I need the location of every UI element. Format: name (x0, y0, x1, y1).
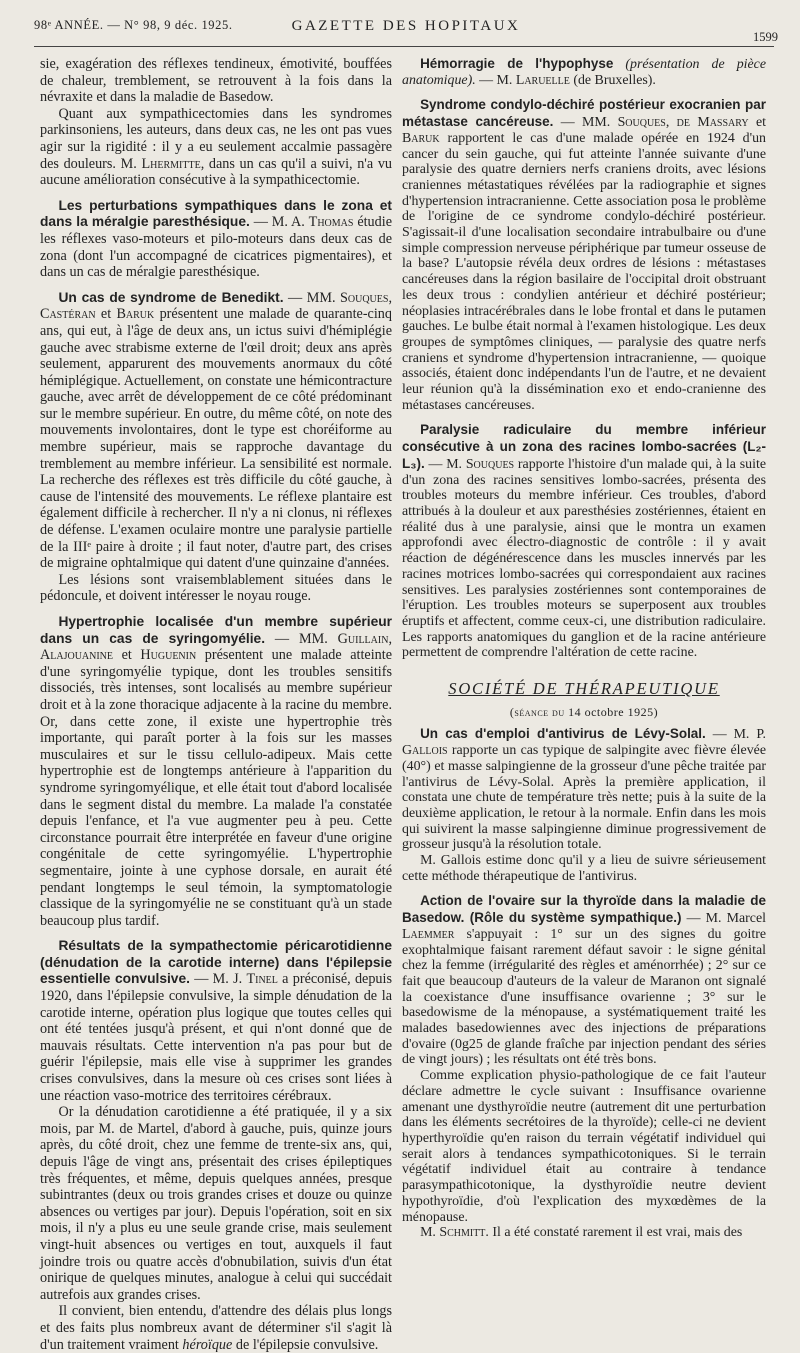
author-name: Souques, de Massary (617, 115, 749, 131)
paragraph: Comme explication physio-pathologique de ce fait l'auteur déclare admettre le cycle suivant : Insuffisance ovarienne amenant une dysthyroïdie neutre (autrement dit une perturbation dans les éléments secrétoires de la thyroïde); celle-ci ne devient hyperthyroïdie qu'en raison du terrain végétatif individuel qui serait alors à tendances sympathicotoniques. Si le terrain végétatif individuel était au contraire à tendance parasympathicotonique, la dysthyroïdie neutre devient hypothyroïdie, d'où l'explication des myxœdèmes de la ménopause. (402, 1068, 766, 1225)
author-name: Guillain, Alajouanine (40, 630, 392, 664)
author-name: Souques, Castéran (40, 289, 392, 323)
article-paralysie-radiculaire: Paralysie radiculaire du membre inférieur consécutive à un zona des racines lombo-sacrées (L₂-L₃). — M. Souques rapporte l'histoire d'un malade qui, à la suite d'un zona des racines sensitives lombo-sacrées, présenta des troubles moteurs du membre inférieur. Ces troubles, d'abord attribués à la douleur et aux paresthésies zostériennes, étaient en réalité dus à une paralysie, ainsi que le montra un examen approfondi avec électro-diagnostic de contrôle : il y avait réaction de dégénérescence dans les muscles innervés par les racines motrices lombo-sacrées qui correspondaient aux racines sensitives. Les paralysies zostériennes sont contemporaines de l'éruption. Les troubles moteurs se superposent aux troubles éruptifs et affectent, comme ceux-ci, une distribution radiculaire. Les rapports anatomiques du ganglion et de la racine antérieure permettent de comprendre l'altération de cette racine. (402, 422, 766, 661)
article-syringomyelie: Hypertrophie localisée d'un membre supérieur dans un cas de syringomyélie. — MM. Guillain, Alajouanine et Huguenin présentent une malade atteinte d'une syringomyélie typique, dont les troubles sensitifs dissociés, très intenses, sont localisés au membre supérieur droit et à la zone thoracique adjacente à la racine du membre. Or, dans cette zone, il existe une hypertrophie très importante, qui paraît porter à la fois sur les masses musculaires et sur le tissu cellulo-adipeux. Mais cette hypertrophie est de longtemps antérieure à l'apparition du syndrome syringomyélique, et elle était tout d'abord localisée dans le segment distal du membre. La malade l'a constatée depuis l'enfance, et l'a vue augmenter peu à peu. Cette circonstance pourrait être interprétée en faveur d'une origine congénitale de cette syringomyélie. L'hypertrophie segmentaire, jointe à une cyphose dorsale, en aurait été pendant longtemps le seul témoin, la symptomatologie classique de la syringomyélie ne se constituant qu'à un stade beaucoup plus tardif. (40, 614, 392, 929)
left-column (40, 56, 392, 1353)
continuation-paragraph: sie, exagération des réflexes tendineux, émotivité, bouffées de chaleur, tremblement, se retrouvent à la fois dans la névraxite et dans la maladie de Basedow. (40, 56, 392, 106)
paragraph: Or la dénudation carotidienne a été pratiquée, il y a six mois, par M. de Martel, d'abord à gauche, puis, quinze jours après, du côté droit, chez une femme de trente-six ans, qui, depuis l'âge de vingt ans, présentait des crises épileptiques très fréquentes, et même, depuis quelques années, presque subintrantes (deux ou trois grandes crises et douze ou quinze absences ou vertiges par jour). Depuis l'opération, soit en six mois, il n'y a plus eu une seule grande crise, mais seulement vingt-huit absences ou vertiges en tout, auxquels il faut joindre trois ou quatre accès d'obnubilation, suivis d'un état onirique de quelques minutes, analogue à celui qui succédait autrefois aux grandes crises. (40, 1104, 392, 1303)
paragraph: Quant aux sympathicectomies dans les syndromes parkinsoniens, les auteurs, dans deux cas, ne les ont pas vues agir sur la rigidité : il y a eu seulement accalmie passagère des douleurs. M. Lhermitte, dans un cas qu'il a suivi, n'a vu aucune amélioration consécutive à la sympathicectomie. (40, 105, 393, 189)
article-heading: Action de l'ovaire sur la thyroïde dans la maladie de Basedow. (Rôle du système sympathique.) (402, 893, 766, 926)
author-name: Lhermitte (141, 155, 201, 172)
author-name: Baruk (402, 130, 440, 146)
article-antivirus: Un cas d'emploi d'antivirus de Lévy-Solal. — M. P. Gallois rapporte un cas typique de salpingite avec fièvre élevée (40°) et masse salpingienne de la grosseur d'une pêche traitée par l'antivirus de Lévy-Solal. Après la première application, il constata une chute de température très nette; puis à la suite de la deuxième application, le retour à la normale. Enfin dans les mois qui suivirent la masse salpingienne diminue progressivement de grosseur jusqu'à la résolution totale. (402, 726, 766, 853)
article-heading: Syndrome condylo-déchiré postérieur exocranien par métastase cancéreuse. (402, 97, 766, 130)
page-number: 1599 (753, 30, 778, 44)
article-heading: Résultats de la sympathectomie péricarotidienne (dénudation de la carotide interne) dans l'épilepsie essentielle convulsive. (40, 938, 392, 987)
article-heading: Paralysie radiculaire du membre inférieur consécutive à un zona des racines lombo-sacrées (L₂-L₃). (402, 422, 766, 471)
article-sympathectomie: Résultats de la sympathectomie péricarotidienne (dénudation de la carotide interne) dans l'épilepsie essentielle convulsive. — M. J. Tinel a préconisé, depuis 1920, dans l'épilepsie convulsive, la simple dénudation de la carotide interne, opération plus logique que toutes celles qui ont été tentées jusqu'à présent, et qui n'ont donné que de mauvais résultats. Cette intervention n'a pas pour but de guérir l'épilepsie, mais elle vise à supprimer les grandes crises convulsives, dans la mesure où ces crises sont liées à une réaction vaso-motrice des territoires cérébraux. (40, 938, 392, 1104)
author-name: Laruelle (515, 72, 570, 88)
header-rule (34, 46, 774, 47)
author-name: Souques (465, 456, 515, 472)
article-zona-meralgie: Les perturbations sympathiques dans le zona et dans la méralgie paresthésique. — M. A. Thomas étudie les réflexes vaso-moteurs et pilo-moteurs dans deux cas de zona (dont l'un accompagné de cicatrices pigmentaires), et dans un cas de méralgie paresthésique. (40, 197, 392, 281)
article-heading: Un cas d'emploi d'antivirus de Lévy-Solal. (420, 726, 706, 742)
article-benedikt: Un cas de syndrome de Benedikt. — MM. Souques, Castéran et Baruk présentent une malade de quarante-cinq ans, qui eut, à l'âge de deux ans, un ictus suivi d'hémiplégie gauche avec strabisme externe de l'œil droit; deux ans après seulement, apparurent des mouvements anormaux du côté hémiplégique. Actuellement, on constate une hémicontracture gauche, avec arrêt de développement de ce côté prédominant sur le membre supérieur. En outre, du même côté, on note des mouvements involontaires, dont le type est choréiforme au membre supérieur, mais se rapproche davantage du tremblement au membre inférieur. La sensibilité est normale. La recherche des réflexes est très difficile du côté gauche, à cause de l'intensité des mouvements. Le réflexe plantaire est également difficile à rechercher. Il n'y a ni clonus, ni réflexes de défense. L'examen oculaire montre une paralysie partielle de la IIIᵉ paire à droite ; il faut noter, d'autre part, des crises de migraine ophtalmique qui datent d'une quinzaine d'années. (40, 289, 392, 572)
page-header (34, 14, 778, 44)
author-name: Huguenin (140, 647, 197, 664)
paragraph: M. Schmitt. Il a été constaté rarement il est vrai, mais des (420, 1225, 743, 1241)
author-name: Tinel (246, 971, 278, 988)
right-column (402, 56, 766, 1241)
author-name: Baruk (116, 306, 155, 323)
paragraph: Les lésions sont vraisemblablement situées dans le pédoncule, et doivent intéresser le noyau rouge. (40, 571, 392, 605)
author-name: Laemmer (402, 926, 455, 942)
article-heading: Un cas de syndrome de Benedikt. (58, 289, 284, 305)
paragraph: Il convient, bien entendu, d'attendre des délais plus longs et des faits plus nombreux avant de déterminer s'il s'agit là d'un traitement vraiment héroïque de l'épilepsie convulsive. (40, 1303, 392, 1353)
article-heading: Les perturbations sympathiques dans le zona et dans la méralgie paresthésique. (40, 197, 392, 230)
article-heading: Hémorragie de l'hypophyse (420, 56, 614, 71)
issue-info: 98ᵉ ANNÉE. — N° 98, 9 déc. 1925. (34, 18, 233, 32)
society-heading: SOCIÉTÉ DE THÉRAPEUTIQUE (448, 679, 720, 699)
author-name: Thomas (308, 214, 354, 231)
journal-title: GAZETTE DES HOPITAUX (291, 18, 521, 34)
article-condylo-dechire: Syndrome condylo-déchiré postérieur exocranien par métastase cancéreuse. — MM. Souques, de Massary et Baruk rapportent le cas d'une malade opérée en 1924 d'un cancer du sein gauche, qui fut atteinte l'année suivante d'une paralysie des quatre derniers nerfs craniens droits, avec lésions craniennes métastatiques révélées par la radiographie et signes d'hypertension intracranienne. Cette association posa le problème de l'origine de ce syndrome condylo-déchiré postérieur. S'agissait-il d'une localisation secondaire intrabulbaire ou d'une simple compression nerveuse périphérique par tumeur osseuse de la base? L'autopsie révéla deux ordres de lésions : métastases cancéreuses dans la région basilaire de l'occipital droit obstruant les deux trous : condylien antérieur et déchiré postérieur; néoplasies intracérébrales dans le lobe frontal et dans le putamen gauches. Le bulbe était normal à l'examen histologique. Les deux groupes de symptômes cliniques, — paralysie des quatre nerfs craniens et syndrome d'hypertension intracranienne, — quoique associés, étaient donc indépendants l'un de l'autre, et ne devaient leur réunion qu'à la dissémination exo et endo-cranienne des métastases cancéreuses. (402, 97, 767, 413)
article-ovaire-thyroide: Action de l'ovaire sur la thyroïde dans la maladie de Basedow. (Rôle du système sympathique.) — M. Marcel Laemmer s'appuyait : 1° sur un des signes du goitre exophtalmique faisant rarement défaut savoir : le signe génital chez la femme (irrégularité des règles et aménorrhée) ; 2° sur ce fait que beaucoup d'auteurs de la valeur de Maranon ont signalé la coexistance d'une insuffisance ovarienne ; 3° sur le basedowisme de la ménopause, a systématiquement traité les malades basedowiennes avec des injections de préparations d'ovaire (0g25 de glande fraîche par injection pendant des séries de vingt jours) ; les résultats ont été très bons. (402, 893, 766, 1068)
author-name: Schmitt (439, 1225, 486, 1241)
author-name: Gallois (402, 743, 448, 759)
article-heading: Hypertrophie localisée d'un membre supérieur dans un cas de syringomyélie. (40, 614, 392, 646)
article-hypophyse: Hémorragie de l'hypophyse (présentation de pièce anatomique). — M. Laruelle (de Bruxelles). (402, 56, 766, 88)
session-date: (séance du 14 octobre 1925) (509, 704, 659, 719)
paragraph: M. Gallois estime donc qu'il y a lieu de suivre sérieusement cette méthode thérapeutique de l'antivirus. (402, 853, 766, 884)
